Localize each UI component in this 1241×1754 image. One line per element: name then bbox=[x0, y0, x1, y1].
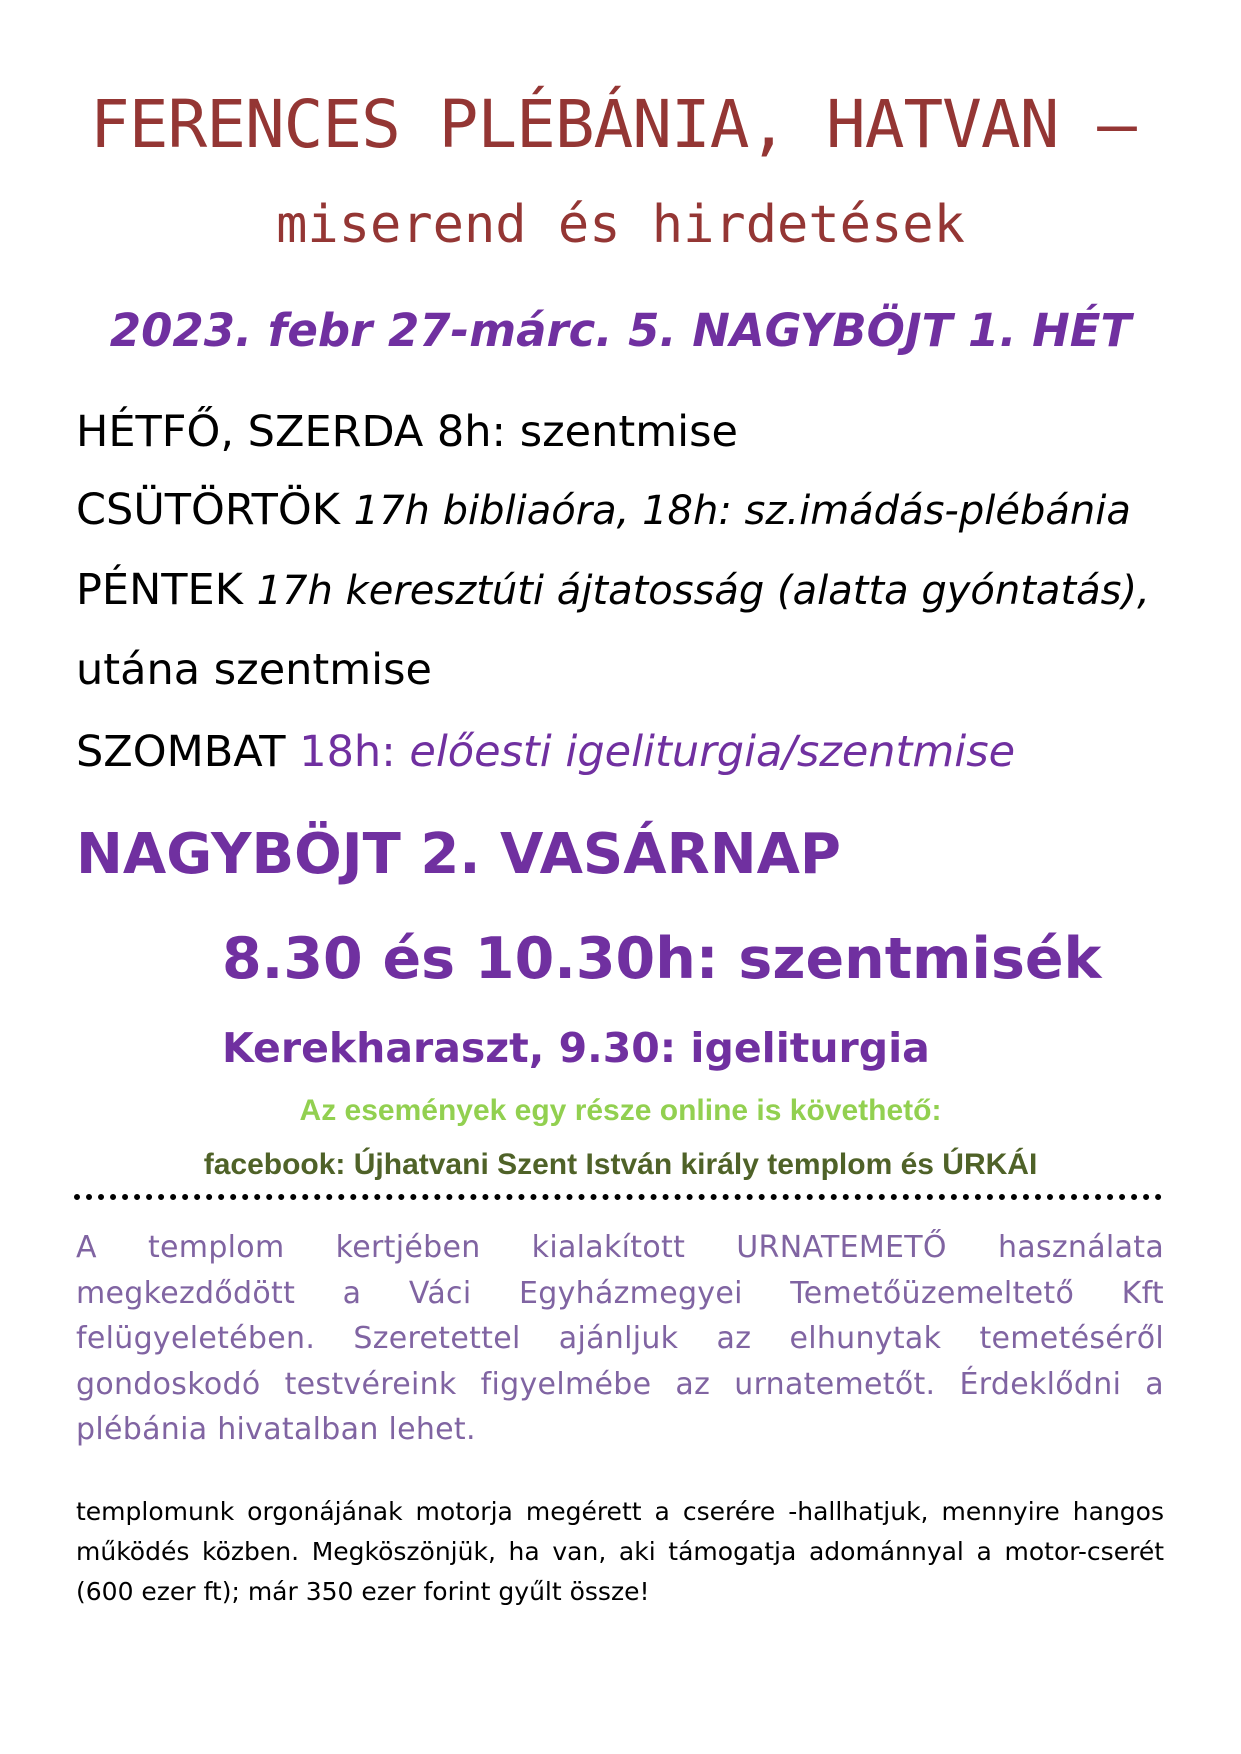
organ-motor-announcement: templomunk orgonájának motorja megérett a cserére -hallhatjuk, mennyire hangos működés közben. Megköszönjük, ha van, aki támogatja adománnyal a motor-cserét (600 ezer ft); már 350 ezer forint gyűlt össze! bbox=[76, 1497, 1164, 1606]
schedule-thursday-day: CSÜTÖRTÖK bbox=[76, 485, 340, 535]
page-title: FERENCES PLÉBÁNIA, HATVAN – bbox=[90, 86, 1136, 163]
schedule-friday-continuation bbox=[76, 640, 432, 700]
schedule-monday bbox=[76, 402, 738, 462]
sunday-heading: NAGYBÖJT 2. VASÁRNAP bbox=[76, 822, 841, 887]
online-notice: Az események egy része online is követhető: bbox=[299, 1094, 942, 1127]
urn-cemetery-announcement: A templom kertjében kialakított URNATEMETŐ használata megkezdődött a Váci Egyházmegyei Temetőüzemeltető Kft felügyeletében. Szeretettel ajánljuk az elhunytak temetéséről gondoskodó testvéreink figyelmébe az urnatemetőt. Érdeklődni a plébánia hivatalban lehet. bbox=[76, 1230, 1164, 1447]
facebook-notice: facebook: Újhatvani Szent István király templom és ÚRKÁI bbox=[203, 1148, 1038, 1181]
schedule-saturday bbox=[76, 722, 1015, 782]
kerekharaszt-service: Kerekharaszt, 9.30: igeliturgia bbox=[222, 1024, 930, 1072]
schedule-friday bbox=[76, 560, 1150, 621]
schedule-saturday-day: SZOMBAT bbox=[76, 727, 286, 777]
schedule-monday-text: HÉTFŐ, SZERDA 8h: szentmise bbox=[76, 407, 738, 457]
page-subtitle: miserend és hirdetések bbox=[276, 195, 965, 255]
sunday-masses: 8.30 és 10.30h: szentmisék bbox=[222, 926, 1102, 992]
dotted-divider bbox=[74, 1194, 1162, 1200]
schedule-saturday-detail: előesti igeliturgia/szentmise bbox=[409, 727, 1016, 777]
week-heading: 2023. febr 27-márc. 5. NAGYBÖJT 1. HÉT bbox=[109, 304, 1132, 357]
schedule-friday-continuation-text: utána szentmise bbox=[76, 645, 432, 695]
schedule-saturday-time: 18h: bbox=[299, 727, 396, 777]
schedule-friday-day: PÉNTEK bbox=[76, 565, 243, 615]
schedule-thursday-detail: 17h bibliaóra, 18h: sz.imádás-plébánia bbox=[353, 488, 1131, 534]
schedule-thursday bbox=[76, 480, 1131, 541]
schedule-friday-detail: 17h keresztúti ájtatosság (alatta gyóntatás), bbox=[256, 568, 1150, 614]
